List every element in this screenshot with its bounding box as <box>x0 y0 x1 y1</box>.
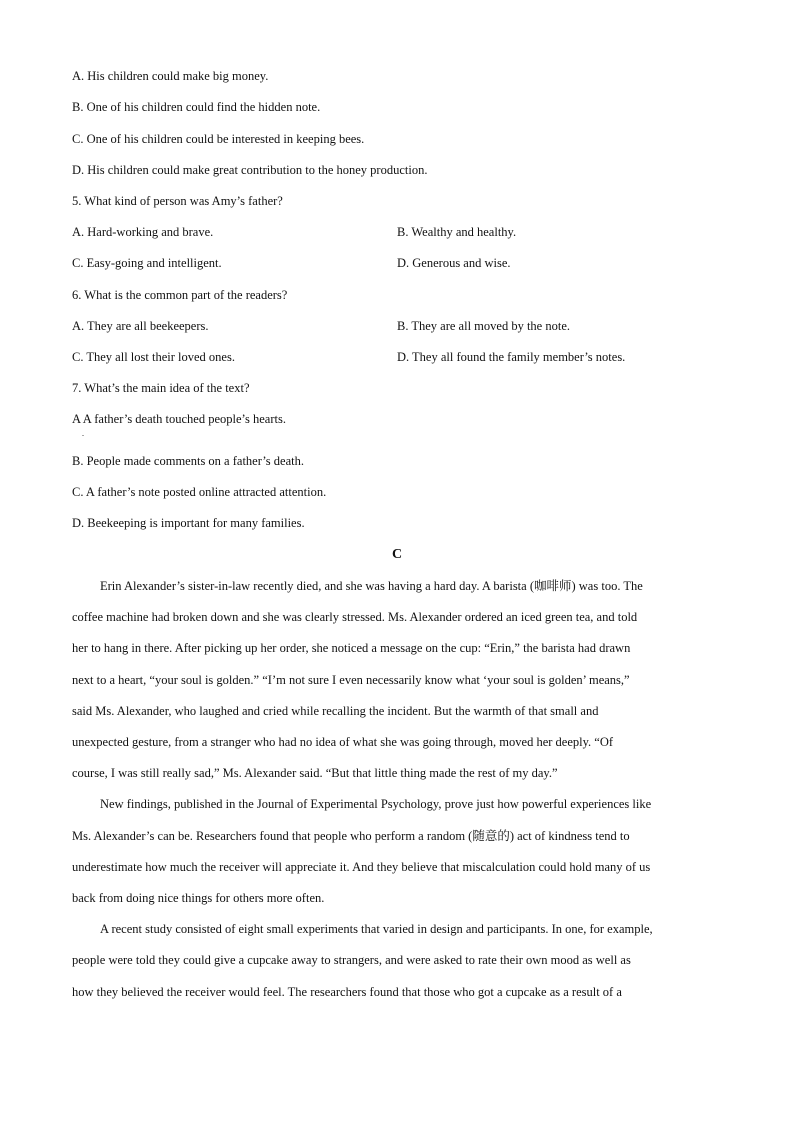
q7-option-b: B. People made comments on a father’s death. <box>72 454 304 468</box>
q6-option-b: B. They are all moved by the note. <box>397 319 570 333</box>
passage-line: how they believed the receiver would feel. The researchers found that those who got a cupcake as a result of a <box>72 985 622 999</box>
q4-option-b: B. One of his children could find the hidden note. <box>72 100 321 114</box>
q5-option-d: D. Generous and wise. <box>397 256 511 270</box>
passage-line: course, I was still really sad,” Ms. Alexander said. “But that little thing made the rest of my day.” <box>72 766 558 780</box>
q7-option-d: D. Beekeeping is important for many families. <box>72 516 305 530</box>
q4-option-d: D. His children could make great contribution to the honey production. <box>72 163 428 177</box>
q6-stem: 6. What is the common part of the readers? <box>72 288 288 302</box>
passage-line: people were told they could give a cupcake away to strangers, and were asked to rate their own mood as well as <box>72 953 631 967</box>
q6-option-a: A. They are all beekeepers. <box>72 319 209 333</box>
q6-option-d: D. They all found the family member’s notes. <box>397 350 626 364</box>
passage-line: Erin Alexander’s sister-in-law recently died, and she was having a hard day. A barista (咖啡师) was too. The <box>100 579 643 593</box>
passage-line: New findings, published in the Journal of Experimental Psychology, prove just how powerful experiences like <box>100 797 652 811</box>
passage-line: coffee machine had broken down and she was clearly stressed. Ms. Alexander ordered an iced green tea, and told <box>72 610 638 624</box>
q5-option-a: A. Hard-working and brave. <box>72 225 214 239</box>
q4-option-a: A. His children could make big money. <box>72 69 269 83</box>
passage-line: next to a heart, “your soul is golden.” “I’m not sure I even necessarily know what ‘your soul is golden’ means,” <box>72 673 630 687</box>
q5-option-b: B. Wealthy and healthy. <box>397 225 517 239</box>
q4-option-c: C. One of his children could be interested in keeping bees. <box>72 132 365 146</box>
q7-option-a-dot: . <box>82 429 84 438</box>
q5-option-c: C. Easy-going and intelligent. <box>72 256 222 270</box>
passage-line: underestimate how much the receiver will appreciate it. And they believe that miscalculation could hold many of us <box>72 860 651 874</box>
q7-stem: 7. What’s the main idea of the text? <box>72 381 250 395</box>
passage-line: said Ms. Alexander, who laughed and cried while recalling the incident. But the warmth of that small and <box>72 704 599 718</box>
section-heading: C <box>391 547 403 562</box>
passage-line: unexpected gesture, from a stranger who had no idea of what she was going through, moved her deeply. “Of <box>72 735 614 749</box>
q5-stem: 5. What kind of person was Amy’s father? <box>72 194 283 208</box>
q7-option-c: C. A father’s note posted online attracted attention. <box>72 485 327 499</box>
q7-option-a: A A father’s death touched people’s hearts. <box>72 412 286 426</box>
passage-line: back from doing nice things for others more often. <box>72 891 325 905</box>
passage-line: her to hang in there. After picking up her order, she noticed a message on the cup: “Erin,” the barista had drawn <box>72 641 631 655</box>
passage-line: Ms. Alexander’s can be. Researchers found that people who perform a random (随意的) act of kindness tend to <box>72 829 630 843</box>
passage-line: A recent study consisted of eight small experiments that varied in design and participants. In one, for example, <box>100 922 653 936</box>
q6-option-c: C. They all lost their loved ones. <box>72 350 235 364</box>
